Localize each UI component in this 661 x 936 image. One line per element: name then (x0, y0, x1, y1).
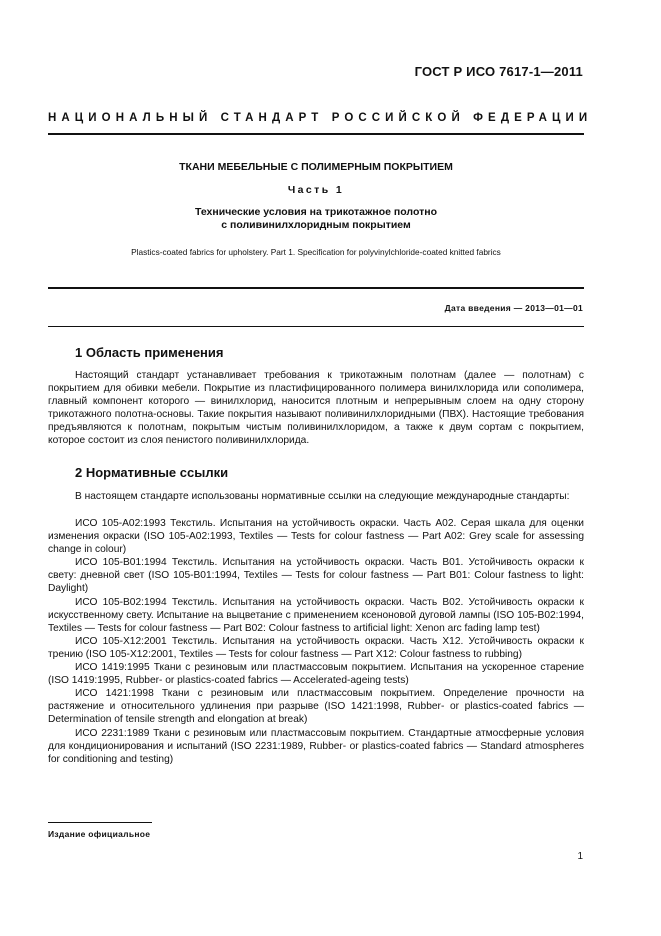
reference-item: ИСО 2231:1989 Ткани с резиновым или пластмассовым покрытием. Стандартные атмосферные условия для кондиционирования и испытаний (ISO 2231:1989, Rubber- or plastics-coated fabrics — Standard atmospheres for conditioning and testing) (48, 727, 584, 765)
reference-item: ИСО 1419:1995 Ткани с резиновым или пластмассовым покрытием. Испытания на ускоренное старение (ISO 1419:1995, Rubber- or plastics-coated fabrics — Accelerated-ageing tests) (48, 662, 584, 687)
section-1-title: 1 Область применения (75, 345, 224, 360)
reference-item: ИСО 105-В01:1994 Текстиль. Испытания на устойчивость окраски. Часть В01. Устойчивость окраски к свету: дневной свет (ISO 105-B01:1994, Textiles — Tests for colour fastness — Part B01: Colour fastness to light: Daylight) (48, 557, 584, 595)
standard-subtitle (48, 206, 584, 232)
reference-item: ИСО 1421:1998 Ткани с резиновым или пластмассовым покрытием. Определение прочности на растяжение и относительного удлинения при разрыве (ISO 1421:1998, Rubber- or plastics-coated fabrics — Determination of tensile strength and elongation at break) (48, 688, 584, 726)
subtitle-line-1: Технические условия на трикотажное полотно (194, 206, 438, 218)
standard-title: ТКАНИ МЕБЕЛЬНЫЕ С ПОЛИМЕРНЫМ ПОКРЫТИЕМ (179, 161, 453, 173)
subtitle-line-2: с поливинилхлоридным покрытием (221, 219, 411, 231)
section-2-title: 2 Нормативные ссылки (75, 465, 229, 480)
header-divider (48, 133, 584, 135)
reference-item: ИСО 105-Х12:2001 Текстиль. Испытания на устойчивость окраски. Часть Х12. Устойчивость окраски к трению (ISO 105-X12:2001, Textiles — Tests for colour fastness — Part X12: Colour fastness to rubbing) (48, 635, 584, 660)
document-code: ГОСТ Р ИСО 7617-1—2011 (414, 64, 583, 79)
national-standard-heading: НАЦИОНАЛЬНЫЙ СТАНДАРТ РОССИЙСКОЙ ФЕДЕРАЦИИ (48, 112, 593, 124)
footer-divider (48, 822, 152, 823)
page-number: 1 (577, 851, 583, 862)
section-2-intro: В настоящем стандарте использованы нормативные ссылки на следующие международные стандарты: (75, 491, 570, 502)
edition-label: Издание официальное (48, 829, 151, 839)
part-label: Часть 1 (287, 184, 345, 196)
date-divider (48, 326, 584, 327)
reference-item: ИСО 105-А02:1993 Текстиль. Испытания на устойчивость окраски. Часть А02. Серая шкала для оценки изменения окраски (ISO 105-A02:1993, Textiles — Tests for colour fastness — Part A02: Grey scale for assessing change in colour) (48, 518, 584, 556)
section-1-text: Настоящий стандарт устанавливает требования к трикотажным полотнам (далее — полотнам) с покрытием для обивки мебели. Покрытие из пластифицированного полимера винилхлорида или сополимера, главный компонент которого — винилхлорид, наносится плотным и непрерывным слоем на одну сторону трикотажного полотна-основы. Такие покрытия называют поливинилхлоридными (ПВХ). Настоящие требования предъявляются к полотнам, покрытым чистым поливинилхлоридом, а также к двум сортам с покрытием, которое состоит из слоя пенистого поливинилхлорида. (48, 370, 584, 447)
normative-references-list (48, 517, 584, 766)
reference-item: ИСО 105-В02:1994 Текстиль. Испытания на устойчивость окраски. Часть В02. Устойчивость окраски к искусственному свету. Испытание на выцветание с применением ксеноновой дуговой лампы (ISO 105-B02:1994, Textiles — Tests for colour fastness — Part B02: Colour fastness to artificial light: Xenon arc fading lamp test) (48, 596, 584, 634)
title-divider (48, 287, 584, 289)
introduction-date: Дата введения — 2013—01—01 (444, 303, 583, 313)
english-title: Plastics-coated fabrics for upholstery. Part 1. Specification for polyvinylchloride-coated knitted fabrics (131, 247, 501, 257)
